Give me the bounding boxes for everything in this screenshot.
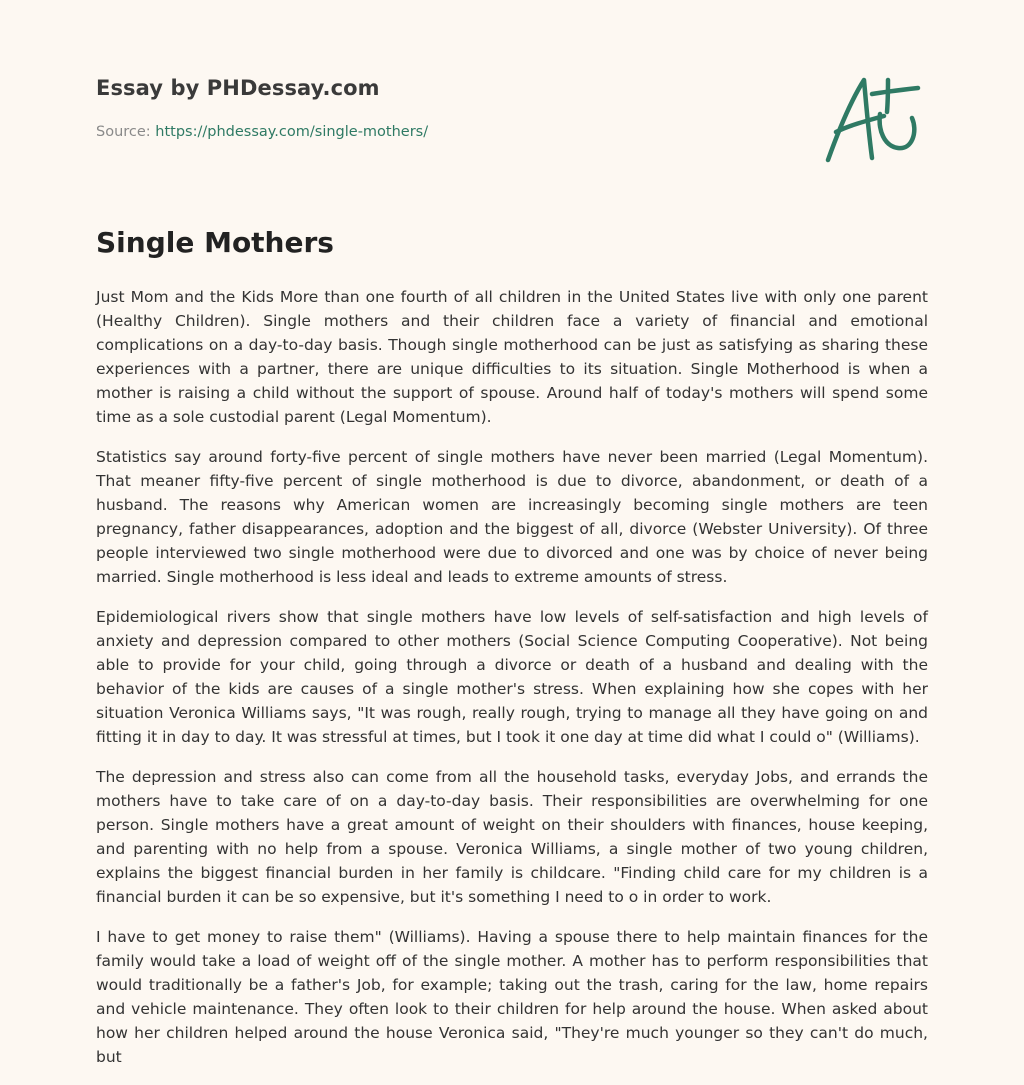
- essay-paragraph: Just Mom and the Kids More than one fourth of all children in the United States live with only one parent (Healthy Children). Single mothers and their children face a variety of financial and emotional complications on a day-to-day basis. Though single motherhood can be just as satisfying as sharing these experiences with a partner, there are unique difficulties to its situation. Single Motherhood is when a mother is raising a child without the support of spouse. Around half of today's mothers will spend some time as a sole custodial parent (Legal Momentum).: [96, 288, 928, 426]
- a-plus-logo-icon: [824, 66, 928, 164]
- essay-body: [96, 285, 928, 1085]
- essay-paragraph: I have to get money to raise them" (Williams). Having a spouse there to help maintain finances for the family would take a load of weight off of the single mother. A mother has to perform responsibilities that would traditionally be a father's Job, for example; taking out the trash, caring for the law, home repairs and vehicle maintenance. They often look to their children for help around the house. When asked about how her children helped around the house Veronica said, "They're much younger so they can't do much, but: [96, 928, 928, 1066]
- site-brand: Essay by PHDessay.com: [96, 76, 380, 100]
- essay-paragraph: The depression and stress also can come from all the household tasks, everyday Jobs, and errands the mothers have to take care of on a day-to-day basis. Their responsibilities are overwhelming for one person. Single mothers have a great amount of weight on their shoulders with finances, house keeping, and parenting with no help from a spouse. Veronica Williams, a single mother of two young children, explains the biggest financial burden in her family is childcare. "Finding child care for my children is a financial burden it can be so expensive, but it's something I need to o in order to work.: [96, 768, 928, 906]
- essay-title: Single Mothers: [96, 226, 334, 259]
- source-label: Source:: [96, 124, 151, 140]
- essay-paragraph: Statistics say around forty-five percent of single mothers have never been married (Legal Momentum). That meaner fifty-five percent of single motherhood is due to divorce, abandonment, or death of a husband. The reasons why American women are increasingly becoming single mothers are teen pregnancy, father disappearances, adoption and the biggest of all, divorce (Webster University). Of three people interviewed two single motherhood were due to divorced and one was by choice of never being married. Single motherhood is less ideal and leads to extreme amounts of stress.: [96, 448, 928, 586]
- source-line: [96, 124, 428, 140]
- source-link[interactable]: https://phdessay.com/single-mothers/: [155, 124, 429, 140]
- essay-paragraph: Epidemiological rivers show that single mothers have low levels of self-satisfaction and high levels of anxiety and depression compared to other mothers (Social Science Computing Cooperative). Not being able to provide for your child, going through a divorce or death of a husband and dealing with the behavior of the kids are causes of a single mother's stress. When explaining how she copes with her situation Veronica Williams says, "It was rough, really rough, trying to manage all they have going on and fitting it in day to day. It was stressful at times, but I took it one day at time did what I could o" (Williams).: [96, 608, 928, 746]
